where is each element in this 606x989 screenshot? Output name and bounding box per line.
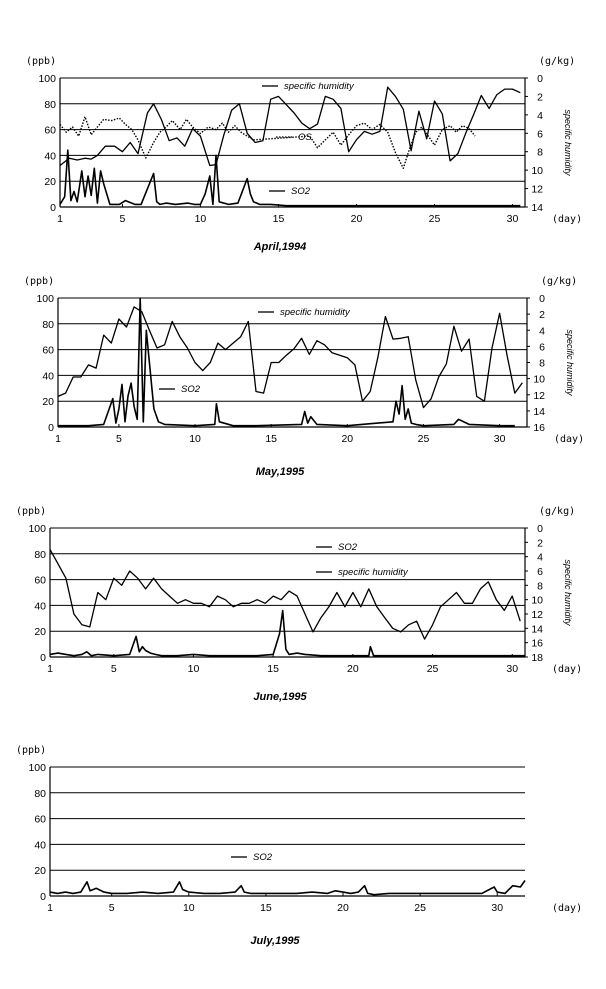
y-tick-label: 100: [36, 293, 54, 305]
x-tick-label: 20: [347, 663, 359, 675]
series-specific-humidity-line: [50, 550, 520, 640]
series-so2-line: [50, 611, 525, 656]
y-tick-label: 20: [34, 865, 46, 878]
legend-label: specific humidity: [338, 567, 408, 578]
x-tick-label: 5: [108, 902, 115, 914]
y-tick-label: 0: [40, 891, 46, 903]
x-tick-label: 20: [337, 902, 349, 914]
chart-june-1995: [16, 506, 582, 703]
y-tick-label: 60: [34, 574, 46, 587]
x-axis-unit: (day): [552, 664, 583, 675]
chart-may-1995: [24, 276, 584, 478]
legend-label: SO2: [253, 852, 273, 863]
right-tick-label: 4: [539, 325, 545, 338]
right-tick-label: 4: [537, 551, 543, 564]
right-tick-label: 4: [537, 109, 543, 122]
legend-label: SO2: [338, 542, 358, 553]
right-tick-label: 12: [531, 609, 543, 621]
x-tick-label: 20: [350, 213, 363, 225]
legend-label: OS: [298, 132, 312, 143]
right-tick-label: 10: [533, 373, 545, 386]
right-tick-label: 2: [539, 309, 545, 322]
series-so2-line: [60, 150, 520, 206]
x-tick-label: 15: [272, 213, 285, 225]
x-tick-label: 20: [341, 433, 354, 445]
x-tick-label: 1: [47, 663, 53, 675]
series-so2-line: [50, 881, 525, 895]
chart-caption: June,1995: [253, 691, 307, 703]
x-tick-label: 1: [55, 433, 61, 445]
right-axis-unit: (g/kg): [541, 276, 578, 287]
y-tick-label: 20: [34, 626, 46, 639]
x-tick-label: 1: [57, 213, 63, 225]
right-tick-label: 2: [537, 537, 543, 550]
legend-label: specific humidity: [284, 81, 354, 92]
chart-july-1995: [16, 745, 582, 947]
chart-caption: July,1995: [250, 935, 300, 947]
y-tick-label: 40: [34, 839, 46, 852]
x-tick-label: 25: [428, 213, 441, 225]
x-tick-label: 10: [189, 433, 201, 445]
y-tick-label: 80: [34, 787, 46, 800]
right-tick-label: 8: [537, 580, 543, 593]
legend-label: specific humidity: [280, 307, 350, 318]
y-tick-label: 0: [40, 652, 46, 664]
right-tick-label: 14: [531, 202, 543, 214]
y-tick-label: 40: [34, 600, 46, 613]
y-tick-label: 60: [42, 344, 54, 357]
right-tick-label: 6: [539, 341, 545, 354]
legend-label: SO2: [181, 384, 201, 395]
y-tick-label: 100: [28, 523, 46, 535]
left-axis-unit: (ppb): [24, 276, 55, 287]
x-tick-label: 15: [260, 902, 272, 914]
right-tick-label: 16: [531, 637, 543, 650]
x-axis-unit: (day): [552, 214, 583, 225]
x-tick-label: 10: [187, 663, 200, 675]
x-tick-label: 30: [506, 663, 519, 675]
left-axis-unit: (ppb): [26, 56, 57, 67]
right-tick-label: 6: [537, 566, 543, 578]
right-tick-label: 16: [533, 422, 545, 434]
y-tick-label: 20: [42, 396, 54, 409]
y-tick-label: 40: [42, 370, 54, 383]
y-tick-label: 0: [48, 422, 54, 434]
right-tick-label: 12: [533, 389, 545, 402]
right-tick-label: 6: [537, 128, 543, 141]
right-tick-label: 14: [533, 405, 545, 418]
right-tick-label: 0: [537, 523, 543, 535]
series-specific-humidity-line: [58, 307, 522, 408]
right-tick-label: 8: [537, 146, 543, 159]
x-tick-label: 5: [119, 213, 126, 225]
chart-caption: May,1995: [255, 466, 305, 478]
x-tick-label: 30: [493, 433, 506, 445]
y-tick-label: 80: [44, 98, 56, 111]
right-tick-label: 12: [531, 183, 543, 196]
y-tick-label: 100: [38, 73, 56, 85]
x-tick-label: 25: [426, 663, 439, 675]
x-tick-label: 15: [267, 663, 279, 675]
y-tick-label: 80: [34, 548, 46, 561]
chart-caption: April,1994: [253, 241, 307, 253]
legend-label: SO2: [291, 186, 311, 197]
x-tick-label: 1: [47, 902, 53, 914]
left-axis-unit: (ppb): [16, 745, 47, 756]
right-tick-label: 10: [531, 165, 543, 178]
y-tick-label: 80: [42, 318, 54, 331]
right-tick-label: 18: [531, 652, 543, 664]
x-tick-label: 30: [506, 213, 519, 225]
x-axis-unit: (day): [552, 903, 583, 914]
x-tick-label: 25: [417, 433, 430, 445]
y-tick-label: 100: [28, 762, 46, 774]
x-axis-unit: (day): [554, 434, 585, 445]
y-tick-label: 0: [50, 202, 56, 214]
x-tick-label: 25: [414, 902, 426, 914]
right-axis-unit: (g/kg): [539, 506, 576, 517]
right-axis-unit: (g/kg): [539, 56, 576, 67]
x-tick-label: 5: [115, 433, 122, 445]
right-axis-label: specific humidity: [563, 559, 573, 626]
right-axis-label: specific humidity: [563, 109, 573, 176]
x-tick-label: 10: [182, 902, 195, 914]
right-tick-label: 0: [537, 73, 543, 85]
x-tick-label: 15: [265, 433, 278, 445]
x-tick-label: 5: [110, 663, 117, 675]
chart-april-1994: [26, 56, 582, 253]
right-tick-label: 8: [539, 357, 545, 370]
y-tick-label: 60: [44, 124, 56, 137]
right-tick-label: 2: [537, 91, 543, 104]
x-tick-label: 10: [194, 213, 207, 225]
right-tick-label: 10: [531, 594, 543, 607]
y-tick-label: 40: [44, 150, 56, 163]
right-axis-label: specific humidity: [565, 329, 575, 396]
left-axis-unit: (ppb): [16, 506, 47, 517]
x-tick-label: 30: [491, 902, 504, 914]
right-tick-label: 0: [539, 293, 545, 305]
right-tick-label: 14: [531, 623, 543, 636]
y-tick-label: 60: [34, 813, 46, 826]
y-tick-label: 20: [44, 176, 56, 189]
